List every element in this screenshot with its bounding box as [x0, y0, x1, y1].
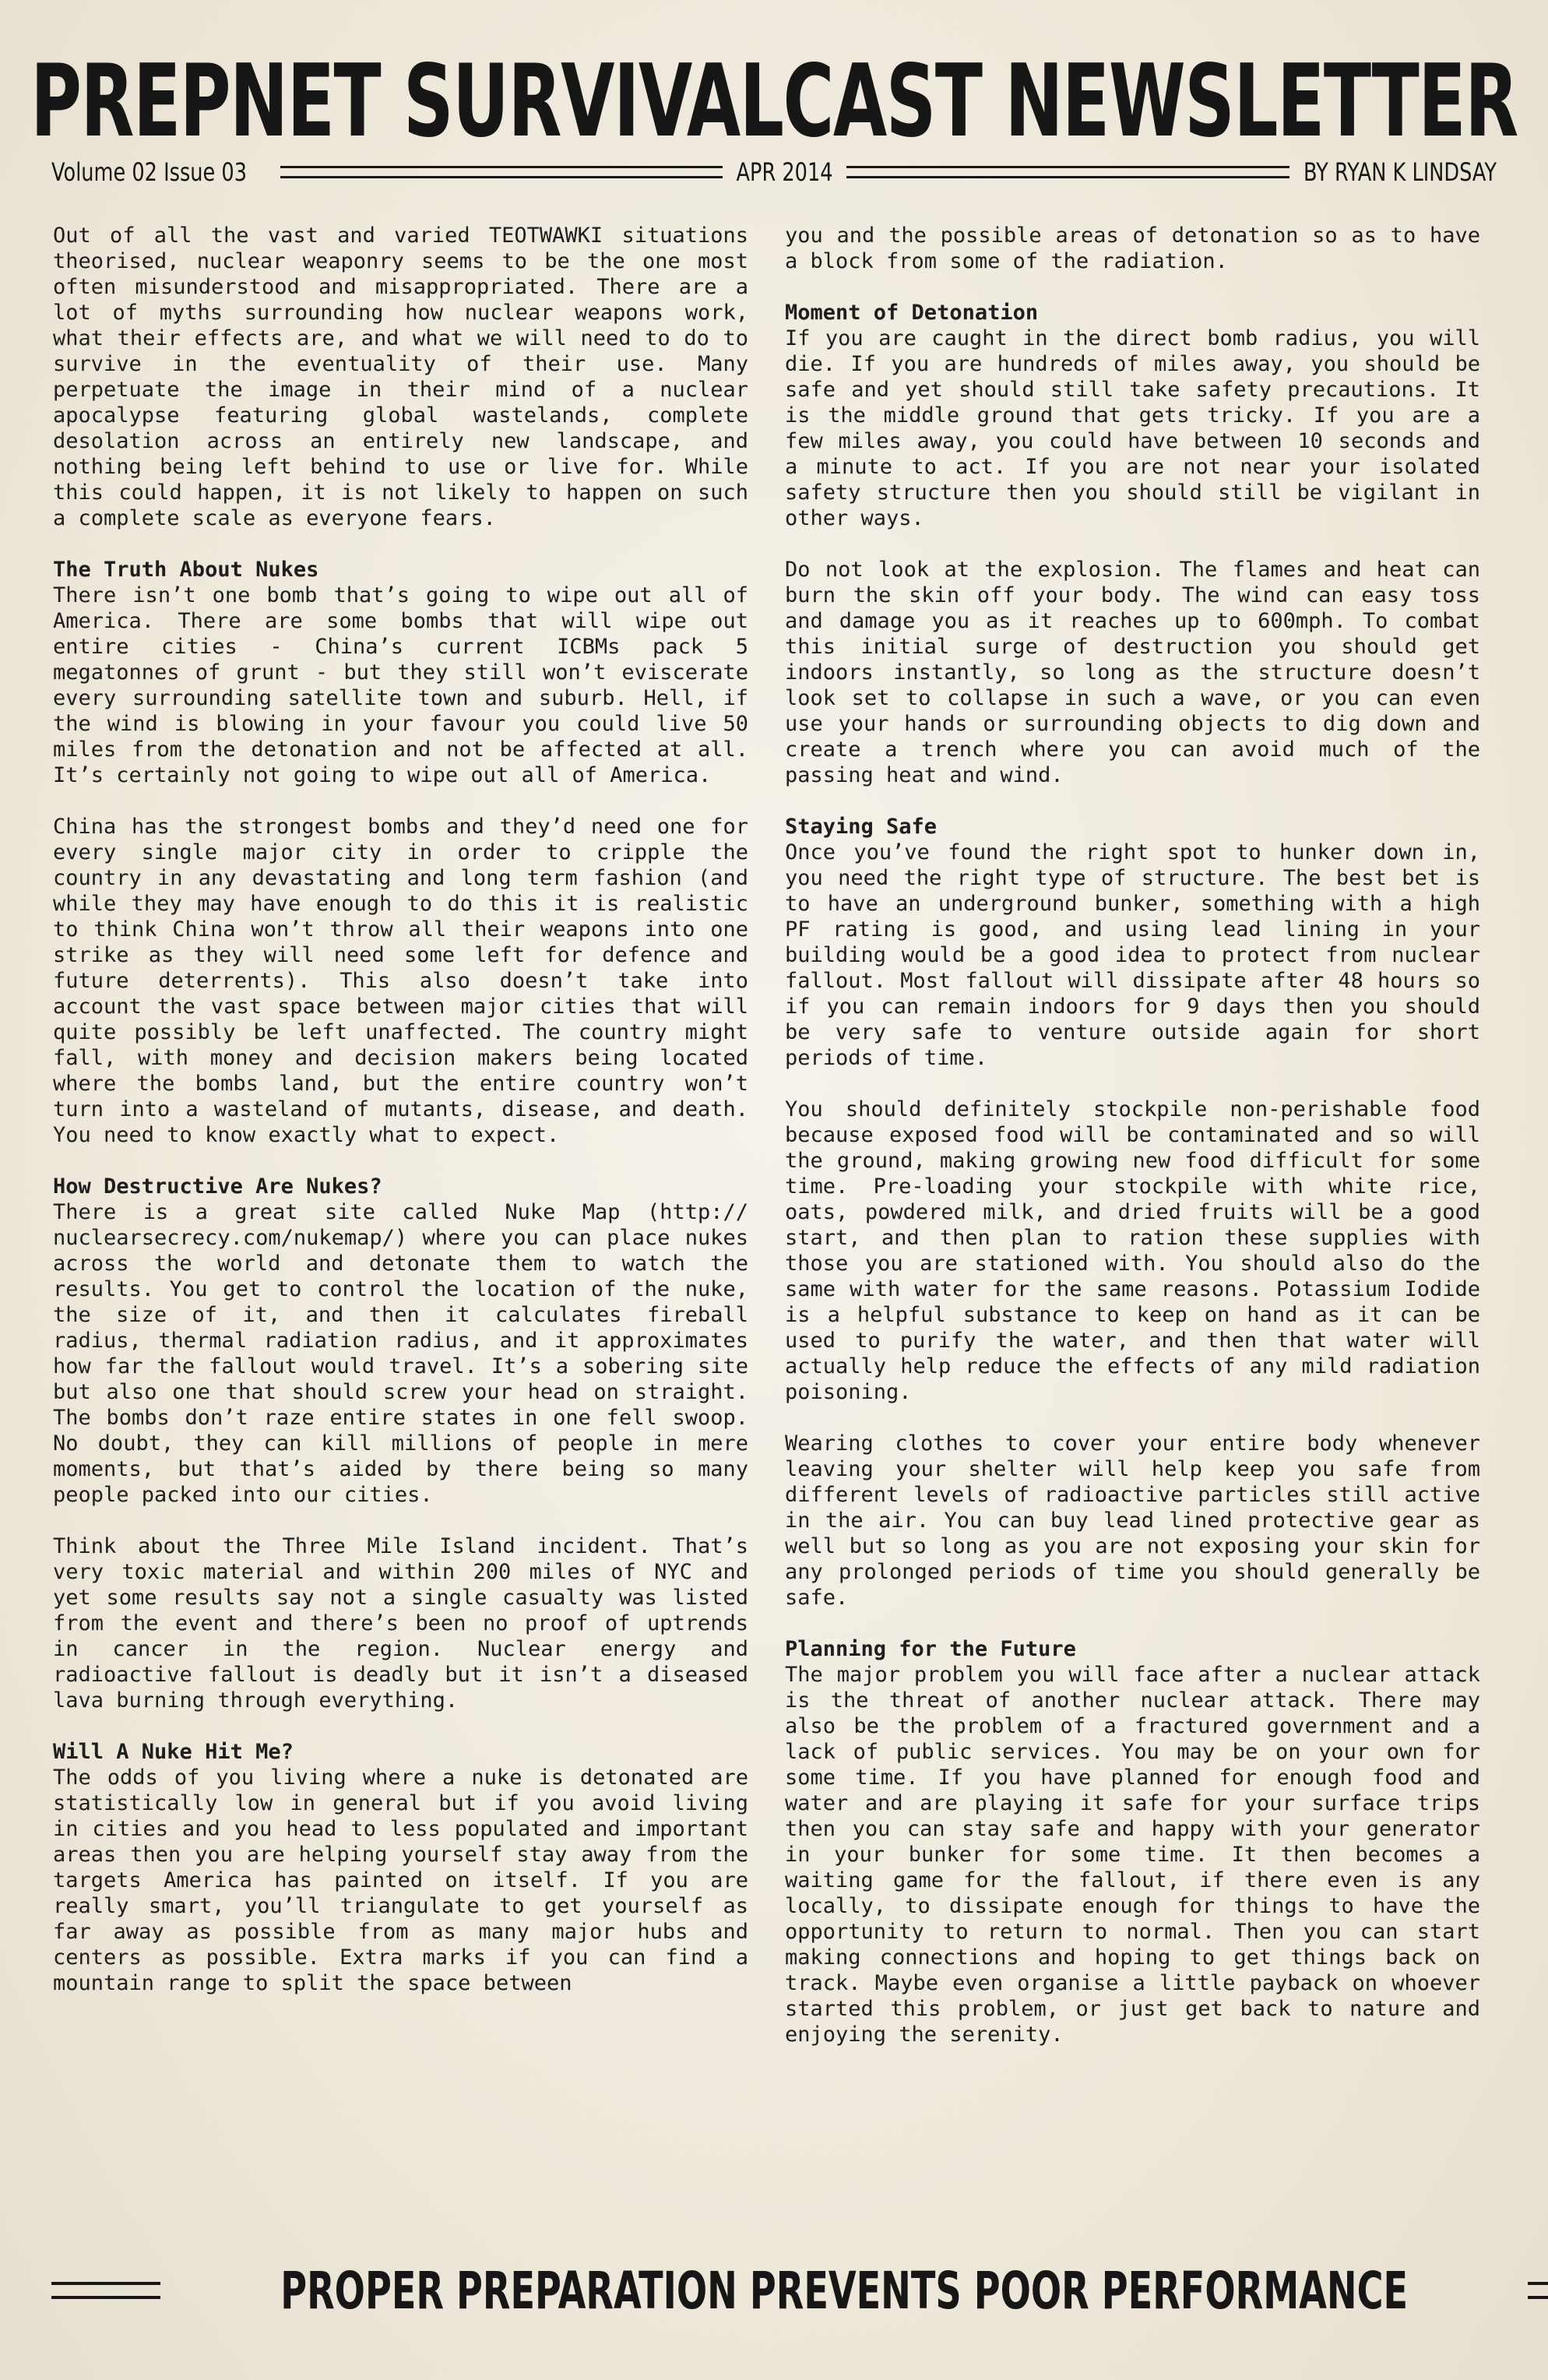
- body-paragraph: The major problem you will face after a nuclear attack is the threat of another nuclear attack. There may also be the problem of a fractured government and a lack of public services. You may be on your own for some time. If you have planned for enough food and water and are playing it safe for your surface trips then you can stay safe and happy with your generator in your bunker for some time. It then becomes a waiting game for the fallout, if there even is any locally, to dissipate enough for things to have the opportunity to return to normal. Then you can start making connections and hoping to get things back on track. Maybe even organise a little payback on whoever started this problem, or just get back to nature and enjoying the serenity.: [785, 1663, 1480, 2047]
- article-column-left: [53, 223, 748, 2022]
- body-paragraph: There isn’t one bomb that’s going to wipe out all of America. There are some bombs that will wipe out entire cities - China’s current ICBMs pack 5 megatonnes of grunt - but they still won’t eviscerate every surrounding satellite town and suburb. Hell, if the wind is blowing in your favour you could live 50 miles from the detonation and not be affected at all. It’s certainly not going to wipe out all of America.: [53, 583, 748, 787]
- body-paragraph: Do not look at the explosion. The flames and heat can burn the skin off your body. The wind can easy toss and damage you as it reaches up to 600mph. To combat this initial surge of destruction you should get indoors instantly, so long as the structure doesn’t look set to collapse in such a wave, or you can even use your hands or surrounding objects to dig down and create a trench where you can avoid much of the passing heat and wind.: [785, 558, 1480, 787]
- issue-date: APR 2014: [736, 157, 833, 187]
- byline: BY RYAN K LINDSAY: [1303, 157, 1497, 187]
- divider-rule: [846, 166, 1289, 178]
- section-heading-hit: Will A Nuke Hit Me?: [53, 1740, 294, 1764]
- body-paragraph: The odds of you living where a nuke is detonated are statistically low in general but if you avoid living in cities and you head to less populated and important areas then you are helping yourself stay away from the targets America has painted on itself. If you are really smart, you’ll triangulate to get yourself as far away as possible from as many major hubs and centers as possible. Extra marks if you can find a mountain range to split the space between: [53, 1766, 748, 1995]
- section-heading-destructive: How Destructive Are Nukes?: [53, 1174, 382, 1199]
- continued-paragraph: you and the possible areas of detonation so as to have a block from some of the radiation.: [785, 224, 1480, 273]
- divider-rule: [51, 2282, 160, 2299]
- body-paragraph: Wearing clothes to cover your entire body whenever leaving your shelter will help keep you safe from different levels of radioactive particles still active in the air. You can buy lead lined protective gear as well but so long as you are not exposing your skin for any prolonged periods of time you should generally be safe.: [785, 1431, 1480, 1610]
- footer-bar: [51, 2255, 1497, 2325]
- divider-rule: [1528, 2282, 1548, 2299]
- footer-motto: PROPER PREPARATION PREVENTS POOR PERFORMANCE: [280, 2260, 1409, 2321]
- body-paragraph: China has the strongest bombs and they’d need one for every single major city in order to cripple the country in any devastating and long term fashion (and while they may have enough to do this it is realistic to think China won’t throw all their weapons into one strike as they will need some left for defence and future deterrents). This also doesn’t take into account the vast space between major cities that will quite possibly be left unaffected. The country might fall, with money and decision makers being located where the bombs land, but the entire country won’t turn into a wasteland of mutants, disease, and death. You need to know exactly what to expect.: [53, 815, 748, 1147]
- section-heading-future: Planning for the Future: [785, 1637, 1076, 1661]
- divider-rule: [280, 166, 723, 178]
- section-heading-truth: The Truth About Nukes: [53, 558, 319, 582]
- article-column-right: [785, 223, 1480, 2073]
- section-heading-moment: Moment of Detonation: [785, 301, 1039, 325]
- intro-paragraph: Out of all the vast and varied TEOTWAWKI situations theorised, nuclear weaponry seems to be the one most often misunderstood and misappropriated. There are a lot of myths surrounding how nuclear weapons work, what their effects are, and what we will need to do to survive in the eventuality of their use. Many perpetuate the image in their mind of a nuclear apocalypse featuring global wastelands, complete desolation across an entirely new landscape, and nothing being left behind to use or live for. While this could happen, it is not likely to happen on such a complete scale as everyone fears.: [53, 224, 748, 530]
- body-paragraph: If you are caught in the direct bomb radius, you will die. If you are hundreds of miles away, you should be safe and yet should still take safety precautions. It is the middle ground that gets tricky. If you are a few miles away, you could have between 10 seconds and a minute to act. If you are not near your isolated safety structure then you should still be vigilant in other ways.: [785, 326, 1480, 530]
- issue-info-bar: [51, 154, 1497, 190]
- body-paragraph: There is a great site called Nuke Map (http:// nuclearsecrecy.com/nukemap/) where you can place nukes across the world and detonate them to watch the results. You get to control the location of the nuke, the size of it, and then it calculates fireball radius, thermal radiation radius, and it approximates how far the fallout would travel. It’s a sobering site but also one that should screw your head on straight. The bombs don’t raze entire states in one fell swoop. No doubt, they can kill millions of people in mere moments, but that’s aided by there being so many people packed into our cities.: [53, 1200, 748, 1507]
- body-paragraph: Once you’ve found the right spot to hunker down in, you need the right type of structure. The best bet is to have an underground bunker, something with a high PF rating is good, and using lead lining in your building would be a good idea to protect from nuclear fallout. Most fallout will dissipate after 48 hours so if you can remain indoors for 9 days then you should be very safe to venture outside again for short periods of time.: [785, 840, 1480, 1070]
- body-paragraph: You should definitely stockpile non-perishable food because exposed food will be contaminated and so will the ground, making growing new food difficult for some time. Pre-loading your stockpile with white rice, oats, powdered milk, and dried fruits will be a good start, and then plan to ration these supplies with those you are stationed with. You should also do the same with water for the same reasons. Potassium Iodide is a helpful substance to keep on hand as it can be used to purify the water, and then that water will actually help reduce the effects of any mild radiation poisoning.: [785, 1097, 1480, 1404]
- section-heading-safe: Staying Safe: [785, 815, 938, 839]
- volume-issue: Volume 02 Issue 03: [51, 157, 247, 187]
- newsletter-title: PREPNET SURVIVALCAST NEWSLETTER: [30, 43, 1518, 160]
- body-paragraph: Think about the Three Mile Island incident. That’s very toxic material and within 200 miles of NYC and yet some results say not a single casualty was listed from the event and there’s been no proof of uptrends in cancer in the region. Nuclear energy and radioactive fallout is deadly but it isn’t a diseased lava burning through everything.: [53, 1534, 748, 1713]
